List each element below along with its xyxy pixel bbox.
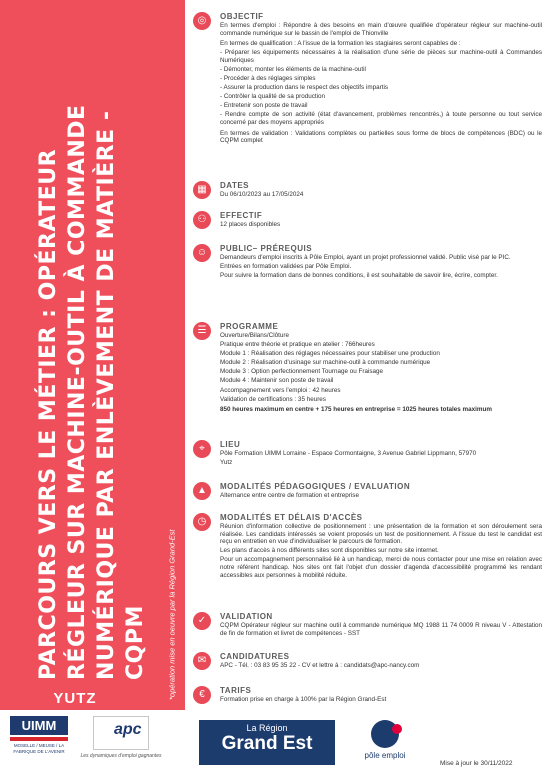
section-programme: ☰ PROGRAMME Ouverture/Bilans/Clôture Pratique entre théorie et pratique en atelier : 766heures Module 1 : Réalisation des réglages nécessaires pour stabiliser une production Module 2 : Réalisation d'usinage sur machine-outil à commande numérique Module 3 : Option perfectionnement Tournage ou Fraisage Module 4 : Maintenir son poste de travail Accompagnement vers l'emploi : 42 heures Validation de certifications : 35 heures 850 heures maximum en centre + 175 heures en entreprise = 1025 heures totales maximum bbox=[193, 322, 543, 428]
section-title: OBJECTIF bbox=[220, 12, 264, 21]
target-icon: ◎ bbox=[193, 12, 211, 30]
certificate-icon: ✓ bbox=[193, 612, 211, 630]
section-dates: ▦ DATES Du 06/10/2023 au 17/05/2024 bbox=[193, 181, 543, 207]
region-grand-est-logo: La Région Grand Est bbox=[199, 720, 335, 765]
location-icon: ⌖ bbox=[193, 440, 211, 458]
euro-icon: € bbox=[193, 686, 211, 704]
apc-logo: apc Les dynamiques d'emploi gagnantes bbox=[72, 716, 170, 768]
section-effectif: ⚇ EFFECTIF 12 places disponibles bbox=[193, 211, 543, 237]
people-icon: ⚇ bbox=[193, 211, 211, 229]
section-validation: ✓ VALIDATION CQPM Opérateur régleur sur machine outil à commande numérique MQ 1988 11 74 0009 R niveau V - Attestation de fin de formation et livret de compétences - SST bbox=[193, 612, 543, 646]
graduation-icon: ▲ bbox=[193, 482, 211, 500]
update-date: Mise à jour le 30/11/2022 bbox=[440, 760, 513, 767]
uimm-logo: UIMM MOSELLE / MEUSE / LA FABRIQUE DE L'AVENIR bbox=[10, 716, 68, 768]
section-acces: ◷ MODALITÉS ET DÉLAIS D'ACCÈS Réunion d'information collective de positionnement : une présentation de la formation et son déroulement sera réalisée. Les candidats intéressés se voient proposés un test de positionnement. A l'issue du test le candidat est reçu en entretien en vue d'individualiser le parcours de formation. Les plans d'accès à nos différents sites sont disponibles sur notre site internet. Pour un accompagnement personnalisé lié à un handicap, merci de nous contacter pour une mise en relation avec notre référent handicap. Nos sites ont fait l'objet d'un dossier d'agenda d'accessibilité programmé les rendant accessibles aux personnes à mobilité réduite. bbox=[193, 513, 543, 605]
section-objectif: ◎ OBJECTIF En termes d'emploi : Répondre à des besoins en main d'œuvre qualifiée d'opérateur régleur sur machine-outil commande numérique sur le bassin de l'emploi de Thionville En termes de qualification : A l'issue de la formation les stagiaires seront capables de : - Préparer les équipements nécessaires à la réalisation d'une série de pièces sur machine-outil à Commandes Numériques - Démonter, monter les éléments de la machine-outil - Procéder à des réglages simples - Assurer la production dans le respect des objectifs impartis - Contrôler la qualité de sa production - Entretenir son poste de travail - Rendre compte de son activité (état d'avancement, problèmes rencontrés,) à toute personne ou tout service concerné par des moyens appropriés En termes de validation : Validations complètes ou partielles sous forme de blocs de compétences (BDC) ou le CQPM complet bbox=[193, 12, 543, 174]
pole-emploi-logo: pôle emploi bbox=[355, 720, 415, 765]
person-icon: ☺ bbox=[193, 244, 211, 262]
envelope-icon: ✉ bbox=[193, 652, 211, 670]
city-label: YUTZ bbox=[53, 690, 97, 707]
section-public: ☺ PUBLIC– PRÉREQUIS Demandeurs d'emploi inscrits à Pôle Emploi, ayant un projet professionnel validé. Public visé par le PIC. Entrées en formation validées par Pôle Emploi. Pour suivre la formation dans de bonnes conditions, il est souhaitable de savoir lire, écrire, compter. bbox=[193, 244, 543, 312]
region-note: *opération mise en oeuvre par la Région Grand-Est bbox=[167, 529, 177, 700]
training-title: PARCOURS VERS LE MÉTIER : OPÉRATEUR RÉGLEUR SUR MACHINE-OUTIL À COMMANDE NUMÉRIQUE PAR ENLÈVEMENT DE MATIÈRE - CQPM bbox=[36, 104, 148, 680]
section-lieu: ⌖ LIEU Pôle Formation UIMM Lorraine - Espace Cormontaigne, 3 Avenue Gabriel Lippmann, 57970 Yutz bbox=[193, 440, 543, 476]
calendar-icon: ▦ bbox=[193, 181, 211, 199]
section-candidatures: ✉ CANDIDATURES APC - Tél. : 03 83 95 35 22 - CV et lettre à : candidats@apc-nancy.com bbox=[193, 652, 543, 678]
section-modalites: ▲ MODALITÉS PÉDAGOGIQUES / EVALUATION Alternance entre centre de formation et entreprise bbox=[193, 482, 543, 508]
clock-icon: ◷ bbox=[193, 513, 211, 531]
section-tarifs: € TARIFS Formation prise en charge à 100% par la Région Grand-Est bbox=[193, 686, 543, 712]
left-banner bbox=[0, 0, 185, 710]
document-icon: ☰ bbox=[193, 322, 211, 340]
